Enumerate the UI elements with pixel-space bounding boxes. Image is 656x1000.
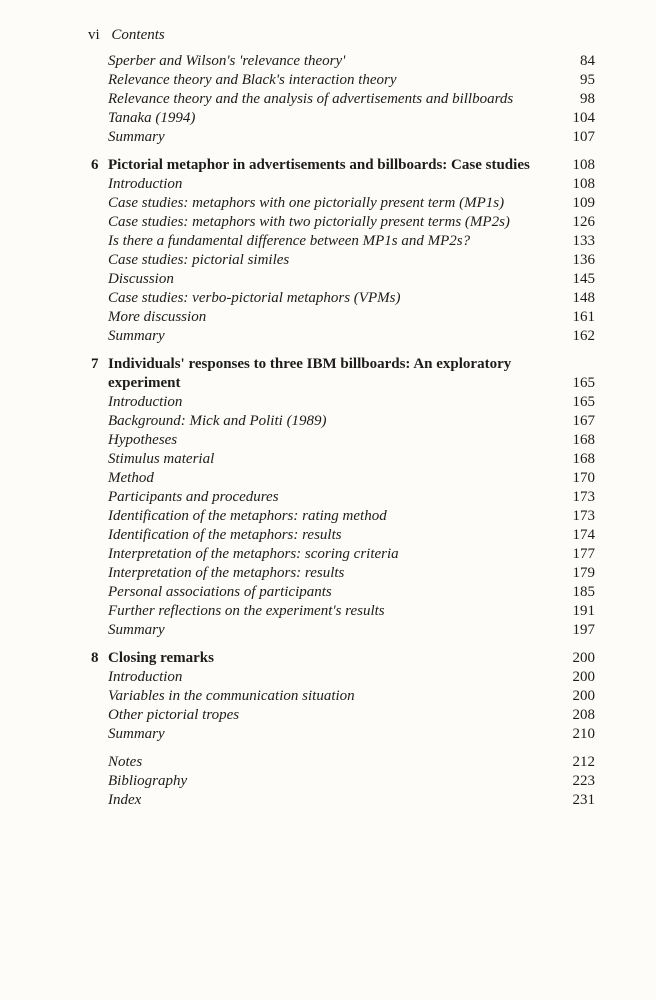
chapter-number: 6 <box>91 157 99 173</box>
toc-entry <box>0 431 656 450</box>
toc-entry-page: 170 <box>572 470 595 486</box>
toc-entry-page: 200 <box>572 688 595 704</box>
chapter-heading <box>0 374 656 393</box>
toc-entry-title: Summary <box>108 726 165 742</box>
toc-entry-title: Tanaka (1994) <box>108 110 196 126</box>
toc-entry-title: Stimulus material <box>108 451 215 467</box>
toc-entry <box>0 450 656 469</box>
toc-entry <box>0 308 656 327</box>
toc-entry <box>0 232 656 251</box>
toc-entry <box>0 621 656 640</box>
toc-entry-page: 162 <box>572 328 595 344</box>
toc-entry-title: Case studies: pictorial similes <box>108 252 290 268</box>
toc-entry <box>0 393 656 412</box>
toc-entry-page: 133 <box>572 233 595 249</box>
toc-entry-page: 200 <box>572 669 595 685</box>
toc-entry <box>0 270 656 289</box>
toc-entry-page: 167 <box>572 413 595 429</box>
toc-entry-title: Discussion <box>108 271 174 287</box>
chapter-number: 8 <box>91 650 99 666</box>
toc-entry-title: Case studies: verbo-pictorial metaphors (VPMs) <box>108 290 401 306</box>
toc-entry-title: Method <box>108 470 154 486</box>
toc-entry-page: 165 <box>572 394 595 410</box>
toc-entry <box>0 412 656 431</box>
toc-entry-title: More discussion <box>108 309 207 325</box>
end-matter-entry <box>0 772 656 791</box>
chapter-heading <box>0 355 656 374</box>
toc-entry <box>0 128 656 147</box>
toc-entry-page: 107 <box>572 129 595 145</box>
toc-entry-title: Index <box>108 792 142 808</box>
section-gap <box>0 744 656 753</box>
toc-entry <box>0 251 656 270</box>
toc-entry-page: 173 <box>572 489 595 505</box>
toc-entry <box>0 564 656 583</box>
toc-entry-page: 191 <box>572 603 595 619</box>
toc-entry-page: 231 <box>572 792 595 808</box>
toc-entry <box>0 327 656 346</box>
toc-entry-title: Hypotheses <box>108 432 178 448</box>
toc-entry <box>0 687 656 706</box>
toc-entry-page: 168 <box>572 451 595 467</box>
toc-entry <box>0 725 656 744</box>
chapter-number: 7 <box>91 356 99 372</box>
toc-entry-page: 168 <box>572 432 595 448</box>
chapter-title: experiment <box>108 375 181 391</box>
end-matter-entry <box>0 753 656 772</box>
toc-entry <box>0 109 656 128</box>
chapter-title: Pictorial metaphor in advertisements and billboards: Case studies <box>108 157 530 173</box>
toc-entry-page: 104 <box>572 110 595 126</box>
toc-entry <box>0 507 656 526</box>
toc-entry-title: Notes <box>108 754 143 770</box>
toc-entry-title: Relevance theory and Black's interaction theory <box>108 72 397 88</box>
toc-entry-title: Summary <box>108 328 165 344</box>
table-of-contents <box>0 52 656 810</box>
toc-entry-page: 161 <box>572 309 595 325</box>
toc-entry-page: 208 <box>572 707 595 723</box>
toc-entry <box>0 668 656 687</box>
toc-entry-title: Participants and procedures <box>108 489 279 505</box>
toc-entry-title: Case studies: metaphors with two pictorially present terms (MP2s) <box>108 214 510 230</box>
toc-entry-title: Relevance theory and the analysis of advertisements and billboards <box>108 91 514 107</box>
toc-entry <box>0 194 656 213</box>
chapter-page: 165 <box>572 375 595 391</box>
toc-entry-page: 98 <box>580 91 595 107</box>
toc-entry-page: 174 <box>572 527 595 543</box>
toc-entry <box>0 71 656 90</box>
toc-entry-title: Summary <box>108 622 165 638</box>
toc-entry <box>0 213 656 232</box>
toc-entry-title: Variables in the communication situation <box>108 688 355 704</box>
toc-entry-page: 148 <box>572 290 595 306</box>
toc-entry-title: Background: Mick and Politi (1989) <box>108 413 327 429</box>
toc-entry <box>0 545 656 564</box>
toc-entry-page: 212 <box>572 754 595 770</box>
toc-entry-page: 84 <box>580 53 595 69</box>
toc-entry-title: Interpretation of the metaphors: scoring criteria <box>108 546 399 562</box>
toc-entry <box>0 706 656 725</box>
toc-entry-page: 126 <box>572 214 595 230</box>
toc-entry <box>0 488 656 507</box>
toc-entry-title: Summary <box>108 129 165 145</box>
toc-entry-page: 185 <box>572 584 595 600</box>
toc-entry <box>0 526 656 545</box>
toc-entry <box>0 52 656 71</box>
running-head-title: Contents <box>111 27 165 43</box>
toc-entry-page: 223 <box>572 773 595 789</box>
toc-entry-page: 109 <box>572 195 595 211</box>
toc-entry <box>0 175 656 194</box>
running-head <box>88 25 165 45</box>
toc-entry <box>0 289 656 308</box>
chapter-heading <box>0 156 656 175</box>
toc-entry-title: Identification of the metaphors: results <box>108 527 342 543</box>
toc-entry-title: Introduction <box>108 669 183 685</box>
toc-entry <box>0 90 656 109</box>
toc-entry-page: 173 <box>572 508 595 524</box>
toc-entry-title: Case studies: metaphors with one pictorially present term (MP1s) <box>108 195 505 211</box>
toc-entry-title: Bibliography <box>108 773 188 789</box>
chapter-page: 200 <box>572 650 595 666</box>
toc-entry-page: 210 <box>572 726 595 742</box>
toc-entry-title: Is there a fundamental difference between MP1s and MP2s? <box>108 233 471 249</box>
toc-entry <box>0 602 656 621</box>
toc-entry-title: Introduction <box>108 394 183 410</box>
toc-entry-title: Introduction <box>108 176 183 192</box>
toc-entry-title: Further reflections on the experiment's results <box>108 603 385 619</box>
toc-entry <box>0 583 656 602</box>
end-matter-entry <box>0 791 656 810</box>
toc-entry-title: Interpretation of the metaphors: results <box>108 565 345 581</box>
toc-entry-page: 177 <box>572 546 595 562</box>
toc-entry-title: Identification of the metaphors: rating method <box>108 508 387 524</box>
toc-entry-page: 197 <box>572 622 595 638</box>
toc-entry-title: Other pictorial tropes <box>108 707 240 723</box>
toc-entry-page: 136 <box>572 252 595 268</box>
toc-entry-title: Sperber and Wilson's 'relevance theory' <box>108 53 346 69</box>
chapter-title: Closing remarks <box>108 650 214 666</box>
toc-entry-page: 108 <box>572 176 595 192</box>
toc-entry <box>0 469 656 488</box>
chapter-title: Individuals' responses to three IBM billboards: An exploratory <box>108 356 512 372</box>
toc-entry-title: Personal associations of participants <box>108 584 332 600</box>
toc-entry-page: 145 <box>572 271 595 287</box>
toc-entry-page: 179 <box>572 565 595 581</box>
chapter-page: 108 <box>572 157 595 173</box>
chapter-heading <box>0 649 656 668</box>
toc-entry-page: 95 <box>580 72 595 88</box>
page-number: vi <box>88 27 100 43</box>
